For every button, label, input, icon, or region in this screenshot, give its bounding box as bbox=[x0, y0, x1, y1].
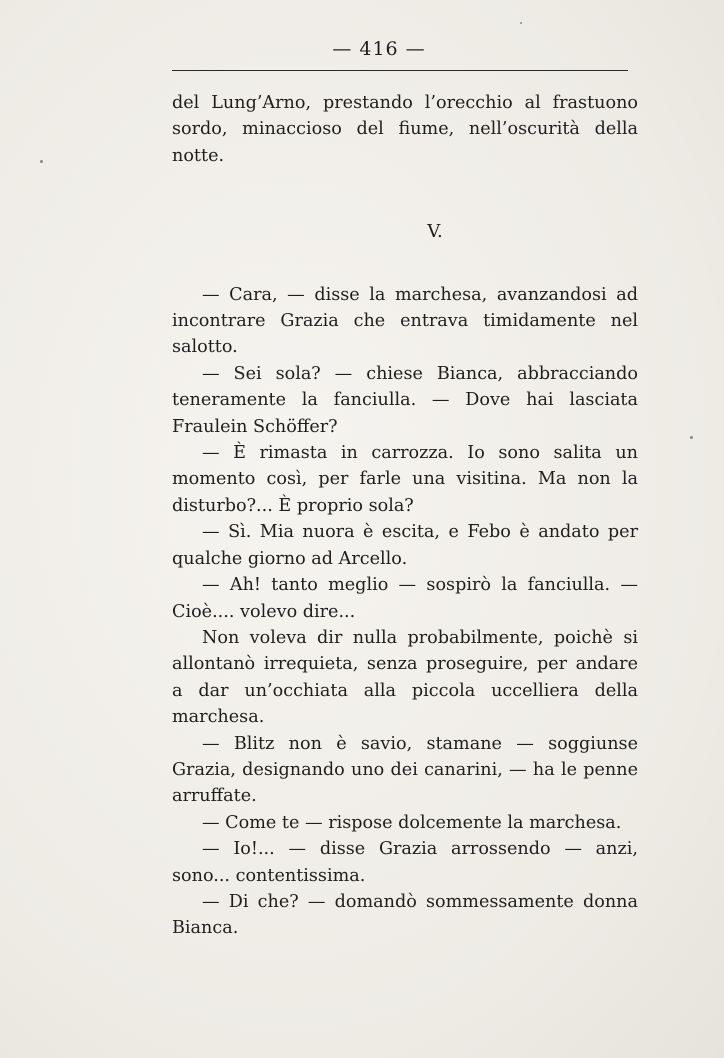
page-number: — 416 — bbox=[332, 38, 426, 60]
paragraph: — Io!... — disse Grazia arrossendo — anzi, sono... contentissima. bbox=[172, 839, 638, 886]
paper-speck bbox=[40, 160, 43, 163]
paragraph: — Ah! tanto meglio — sospirò la fanciulla. — Cioè.... volevo dire... bbox=[172, 575, 638, 622]
paragraph: — Sì. Mia nuora è escita, e Febo è andato per qualche giorno ad Arcello. bbox=[172, 522, 638, 569]
header-rule bbox=[172, 70, 628, 71]
carryover-paragraph: del Lung’Arno, prestando l’orecchio al frastuono sordo, minaccioso del fiume, nell’oscurità della notte. bbox=[172, 93, 638, 166]
paragraph: — È rimasta in carrozza. Io sono salita un momento così, per farle una visitina. Ma non la disturbo?... È proprio sola? bbox=[172, 443, 638, 516]
paragraph: — Sei sola? — chiese Bianca, abbracciando teneramente la fanciulla. — Dove hai lasciata Fraulein Schöffer? bbox=[172, 363, 638, 437]
paragraph: — Di che? — domandò sommessamente donna Bianca. bbox=[172, 891, 638, 939]
paper-speck bbox=[690, 436, 693, 439]
paper-speck bbox=[520, 22, 522, 24]
paragraph: — Blitz non è savio, stamane — soggiunse Grazia, designando uno dei canarini, — ha le penne arruffate. bbox=[172, 733, 638, 807]
text-block bbox=[172, 90, 638, 942]
section-heading: V. bbox=[427, 221, 443, 243]
paragraph: — Cara, — disse la marchesa, avanzandosi ad incontrare Grazia che entrava timidamente nel salotto. bbox=[172, 284, 638, 358]
paragraph: Non voleva dir nulla probabilmente, poichè si allontanò irrequieta, senza proseguire, per andare a dar un’occhiata alla piccola uccelliera della marchesa. bbox=[172, 627, 638, 728]
paragraph: — Come te — rispose dolcemente la marchesa. bbox=[202, 812, 622, 833]
